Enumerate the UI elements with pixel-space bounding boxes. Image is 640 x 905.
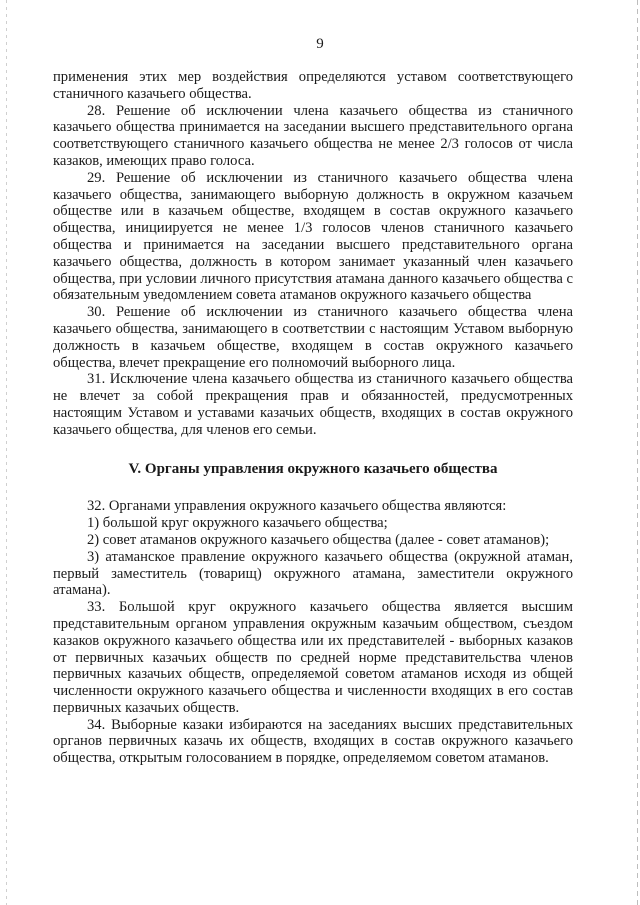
scan-edge-right (637, 0, 638, 905)
paragraph-32: 32. Органами управления окружного казачьего общества являются: (87, 498, 507, 515)
document-body (53, 69, 573, 767)
paragraph-28: 28. Решение об исключении члена казачьего общества из станичного казачьего общества принимается на заседании высшего представительного органа соответствующего станичного казачьего общества не менее 2/3 голосов от числа казаков, имеющих право голоса. (53, 102, 573, 169)
paragraph-34: 34. Выборные казаки избираются на заседаниях высших представительных органов первичных казачь их обществ, входящих в состав окружного казачьего общества, открытым голосованием в порядке, определяемом советом атаманов. (53, 716, 573, 767)
paragraph-29: 29. Решение об исключении из станичного казачьего общества члена казачьего общества, занимающего выборную должность в окружном казачьем обществе или в казачьем обществе, входящем в состав окружного казачьего общества, инициируется не менее 1/3 голосов членов станичного казачьего общества и принимается на заседании высшего представительного органа казачьего общества, должность в котором занимает указанный член казачьего общества, при условии личного присутствия атамана данного казачьего общества с обязательным уведомлением совета атаманов окружного казачьего общества (53, 169, 573, 304)
list-item-2: 2) совет атаманов окружного казачьего общества (далее - совет атаманов); (87, 531, 550, 548)
list-item-3: 3) атаманское правление окружного казачьего общества (окружной атаман, первый заместитель (товарищ) окружного атамана, заместители окружного атамана). (53, 548, 573, 599)
paragraph-33: 33. Большой круг окружного казачьего общества является высшим представительным органом управления окружным казачьим обществом, съездом казаков окружного казачьего общества или их представителей - выборных казаков от первичных казачьих обществ по средней норме представительства членов первичных казачьих обществ, определяемой советом атаманов исходя из общей численности окружного казачьего общества и численности входящих в его состав первичных казачьих обществ. (53, 599, 573, 716)
paragraph-31: 31. Исключение члена казачьего общества из станичного казачьего общества не влечет за собой прекращения прав и обязанностей, предусмотренных настоящим Уставом и уставами казачьих обществ, входящих в состав окружного казачьего общества, для членов его семьи. (53, 371, 573, 438)
scan-edge-left (6, 0, 7, 905)
paragraph-continuation: применения этих мер воздействия определяются уставом соответствующего станичного казачьего общества. (53, 69, 573, 102)
page-number: 9 (316, 36, 324, 52)
paragraph-30: 30. Решение об исключении из станичного казачьего общества члена казачьего общества, занимающего в соответствии с настоящим Уставом выборную должность в казачьем обществе, входящем в состав окружного казачьего общества, влечет прекращение его полномочий выборного лица. (53, 304, 573, 371)
section-heading: V. Органы управления окружного казачьего общества (128, 460, 498, 477)
list-item-1: 1) большой круг окружного казачьего общества; (87, 515, 388, 532)
